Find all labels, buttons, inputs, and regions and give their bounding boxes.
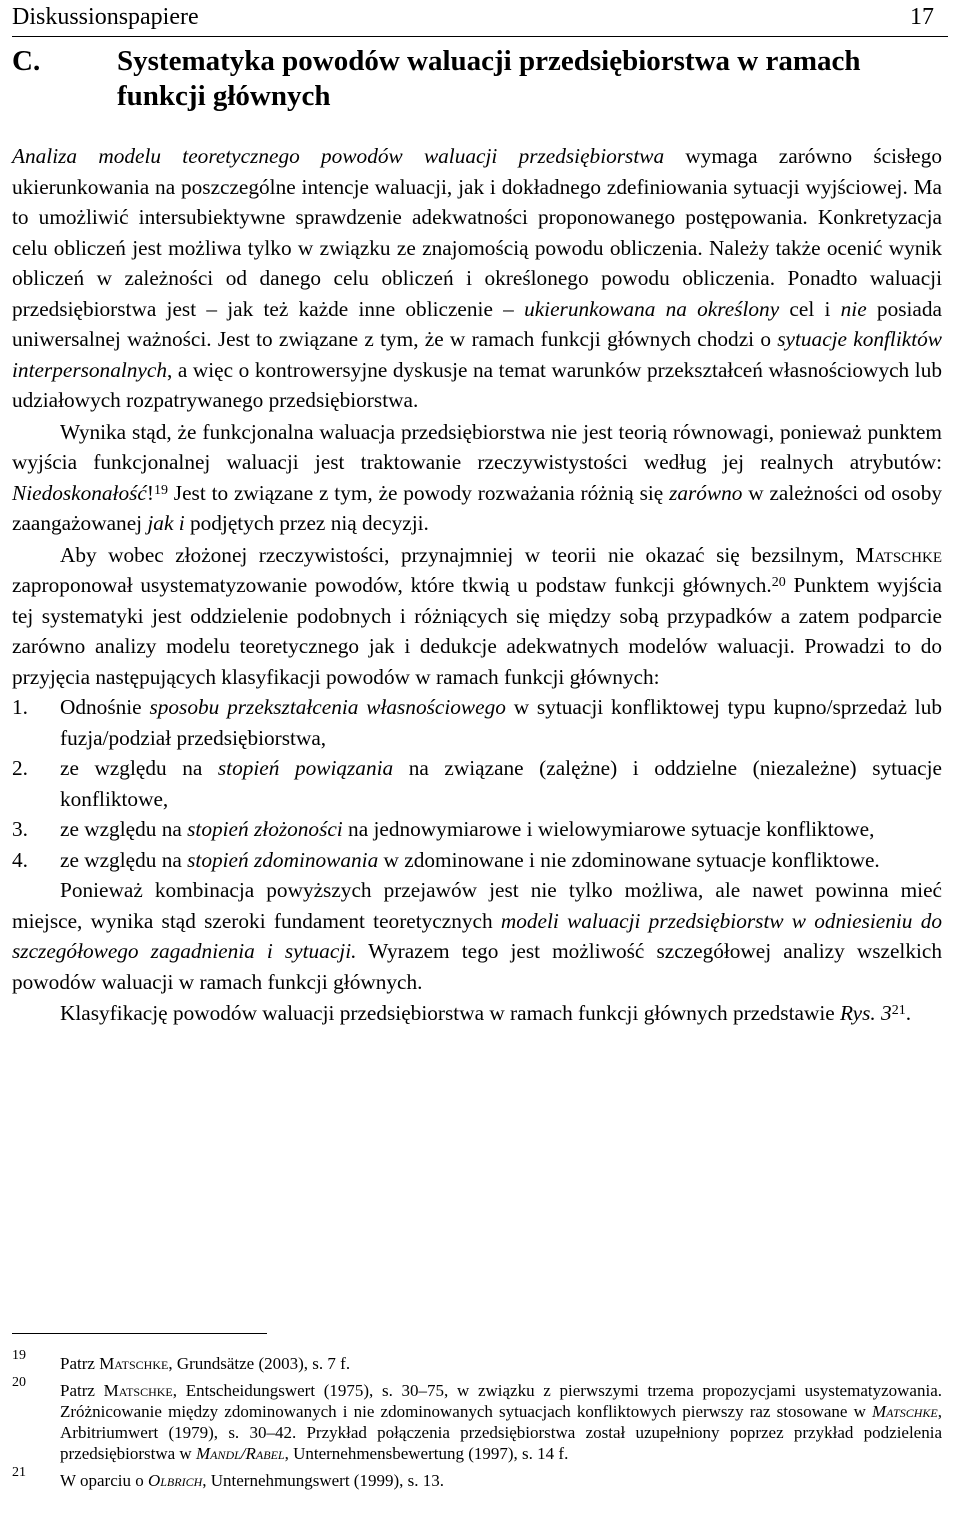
text-run: na związane (zalężne) i oddzielne (niezależne) sytuacje konfliktowe, <box>60 756 942 811</box>
body-text <box>12 141 942 1029</box>
text-run: w zależności od osoby zaangażowanej <box>12 480 942 535</box>
paragraph-3 <box>12 540 942 693</box>
text-run: , Entscheidungswert (1975), s. 30–75, w związku z pierwszymi trzema propozycjami usystematyzowania. Zróżnicowanie między zdominowanych i nie zdominowanych sytuacjach konfliktowych pierwszy raz stosowane w <box>60 1381 942 1421</box>
list-number: 2. <box>12 756 28 780</box>
text-run: posiada uniwersalnej ważności. Jest to związane z tym, że w ramach funkcji głównych chodzi o <box>12 296 942 351</box>
emphasis: zarówno <box>669 480 743 505</box>
text-run: zaproponował usystematyzowanie powodów, które tkwią u podstaw funkcji głównych. <box>12 573 772 597</box>
text-run: na jednowymiarowe i wielowymiarowe sytuacje konfliktowe, <box>342 817 875 841</box>
author-name: Matschke <box>872 1402 938 1421</box>
text-run: , a więc o kontrowersyjne dyskusje na temat warunków przekształceń własnościowych lub udziałowych rozpatrywanego przedsiębiorstwa. <box>12 357 942 412</box>
text-run: Patrz <box>60 1354 100 1373</box>
emphasis: ukierunkowana na określony <box>524 296 780 321</box>
classification-list <box>12 692 942 875</box>
footnotes <box>12 1348 942 1497</box>
text-run: w zdominowane i nie zdominowane sytuacje konfliktowe. <box>378 847 880 872</box>
emphasis: stopień zdominowania <box>187 847 379 872</box>
figure-reference[interactable]: Rys. 3 <box>840 1001 892 1025</box>
footnote-divider <box>12 1333 267 1334</box>
emphasis: stopień złożoności <box>187 817 343 841</box>
text-run: , Grundsätze (2003), s. 7 f. <box>168 1354 351 1373</box>
emphasis: sytuacje konfliktów interpersonalnych <box>12 327 942 382</box>
text-run: Ponieważ kombinacja powyższych przejawów jest nie tylko możliwa, ale nawet powinna mieć miejsce, wynika stąd szeroki fundament teoretycznych <box>12 878 942 933</box>
text-run: , Unternehmungswert (1999), s. 13. <box>202 1471 444 1490</box>
list-item <box>12 753 942 814</box>
list-item <box>12 845 942 876</box>
text-run: podjętych przez nią decyzji. <box>184 511 429 535</box>
list-number: 1. <box>12 695 28 719</box>
text-run: , Arbitriumwert (1979), s. 30–42. Przykład połączenia przedsiębiorstwa został uzupełniony poprzez przykład podzielenia przedsiębiorstwa w <box>60 1402 942 1463</box>
author-name: Matschke <box>855 542 942 567</box>
paragraph-2 <box>12 417 942 539</box>
footnote-number: 20 <box>12 1375 26 1390</box>
paragraph-4 <box>12 875 942 997</box>
emphasis: Analiza modelu teoretycznego powodów waluacji przedsiębiorstwa <box>12 144 665 168</box>
emphasis: stopień powiązania <box>217 756 394 780</box>
text-run: Wynika stąd, że funkcjonalna waluacja przedsiębiorstwa nie jest teorią równowagi, ponieważ punktem wyjścia funkcjonalnej waluacji jest traktowanie rzeczywistystości według jej realnych atrybutów: <box>12 419 942 474</box>
footnote-21 <box>12 1465 942 1491</box>
author-name: Matschke <box>99 1354 169 1373</box>
text-run: Wyrazem tego jest możliwość szczegółowej analizy wszelkich powodów waluacji w ramach funkcji głównych. <box>12 939 942 994</box>
text-run: ze względu na <box>60 756 218 780</box>
text-run: Klasyfikację powodów waluacji przedsiębiorstwa w ramach funkcji głównych przedstawie <box>60 1001 841 1025</box>
running-header <box>12 2 948 37</box>
footnote-ref-20[interactable]: 20 <box>771 575 786 590</box>
footnote-ref-19[interactable]: 19 <box>153 482 168 498</box>
author-name: Olbrich <box>147 1471 203 1490</box>
list-number: 4. <box>12 847 28 872</box>
list-number: 3. <box>12 817 28 841</box>
text-run: . <box>905 1001 912 1025</box>
footnote-number: 19 <box>12 1348 26 1363</box>
text-run: W oparciu o <box>60 1471 148 1490</box>
text-run: , Unternehmensbewertung (1997), s. 14 f. <box>284 1444 569 1463</box>
text-run: wymaga zarówno ścisłego ukierunkowania na poszczególne intencje waluacji, jak i dokładnego zdefiniowania sytuacji wyjściowej. Ma to umożliwić intersubiektywne sprawdzenie adekwatności proponowanego postępowania. Konkretyzacja celu obliczeń jest możliwa tylko w związku ze znajomością powodu obliczenia. Należy także ocenić wynik obliczeń w zależności od danego celu obliczeń i określonego powodu obliczenia. Ponadto waluacji przedsiębiorstwa jest – jak też każde inne obliczenie – <box>12 144 942 321</box>
paragraph-1 <box>12 141 942 416</box>
author-name: Mandl/Rabel <box>195 1444 285 1463</box>
page-number: 17 <box>910 4 934 30</box>
text-run: Jest to związane z tym, że powody rozważania różnią się <box>167 480 670 505</box>
text-run: w sytuacji konfliktowej typu kupno/sprzedaż lub fuzja/podział przedsiębiorstwa, <box>60 695 943 750</box>
text-run: Aby wobec złożonej rzeczywistości, przynajmniej w teorii nie okazać się bezsilnym, <box>60 542 856 567</box>
list-item <box>12 692 942 753</box>
text-run: ze względu na <box>60 847 188 872</box>
text-run: ! <box>146 480 154 505</box>
running-title: Diskussionspapiere <box>12 4 199 30</box>
list-item <box>12 814 942 845</box>
paragraph-5 <box>12 998 942 1029</box>
text-run: Odnośnie <box>60 695 150 719</box>
emphasis: jak i <box>147 511 185 535</box>
emphasis: sposobu przekształcenia własnościowego <box>149 695 506 719</box>
footnote-ref-21[interactable]: 21 <box>891 1003 906 1018</box>
section-letter: C. <box>12 45 41 77</box>
text-run: ze względu na <box>60 817 188 841</box>
emphasis: Niedoskonałość <box>12 480 147 505</box>
text-run: Patrz <box>60 1381 104 1400</box>
emphasis: modeli waluacji przedsiębiorstw w odniesieniu do szczegółowego zagadnienia i sytuacji. <box>12 908 942 963</box>
text-run: Punktem wyjścia tej systematyki jest oddzielenie podobnych i różniących się między sobą przypadków a zatem podparcie zarówno analizy modelu teoretycznego jak i dedukcje adekwatnych modelów waluacji. Prowadzi to do przyjęcia następujących klasyfikacji powodów w ramach funkcji głównych: <box>12 573 943 689</box>
footnote-number: 21 <box>12 1465 26 1480</box>
footnote-20 <box>12 1375 942 1464</box>
author-name: Matschke <box>103 1381 173 1400</box>
footnote-19 <box>12 1348 942 1374</box>
text-run: cel i <box>779 296 841 321</box>
section-title: Systematyka powodów waluacji przedsiębiorstwa w ramach funkcji głównych <box>117 45 861 112</box>
emphasis: nie <box>840 296 867 321</box>
